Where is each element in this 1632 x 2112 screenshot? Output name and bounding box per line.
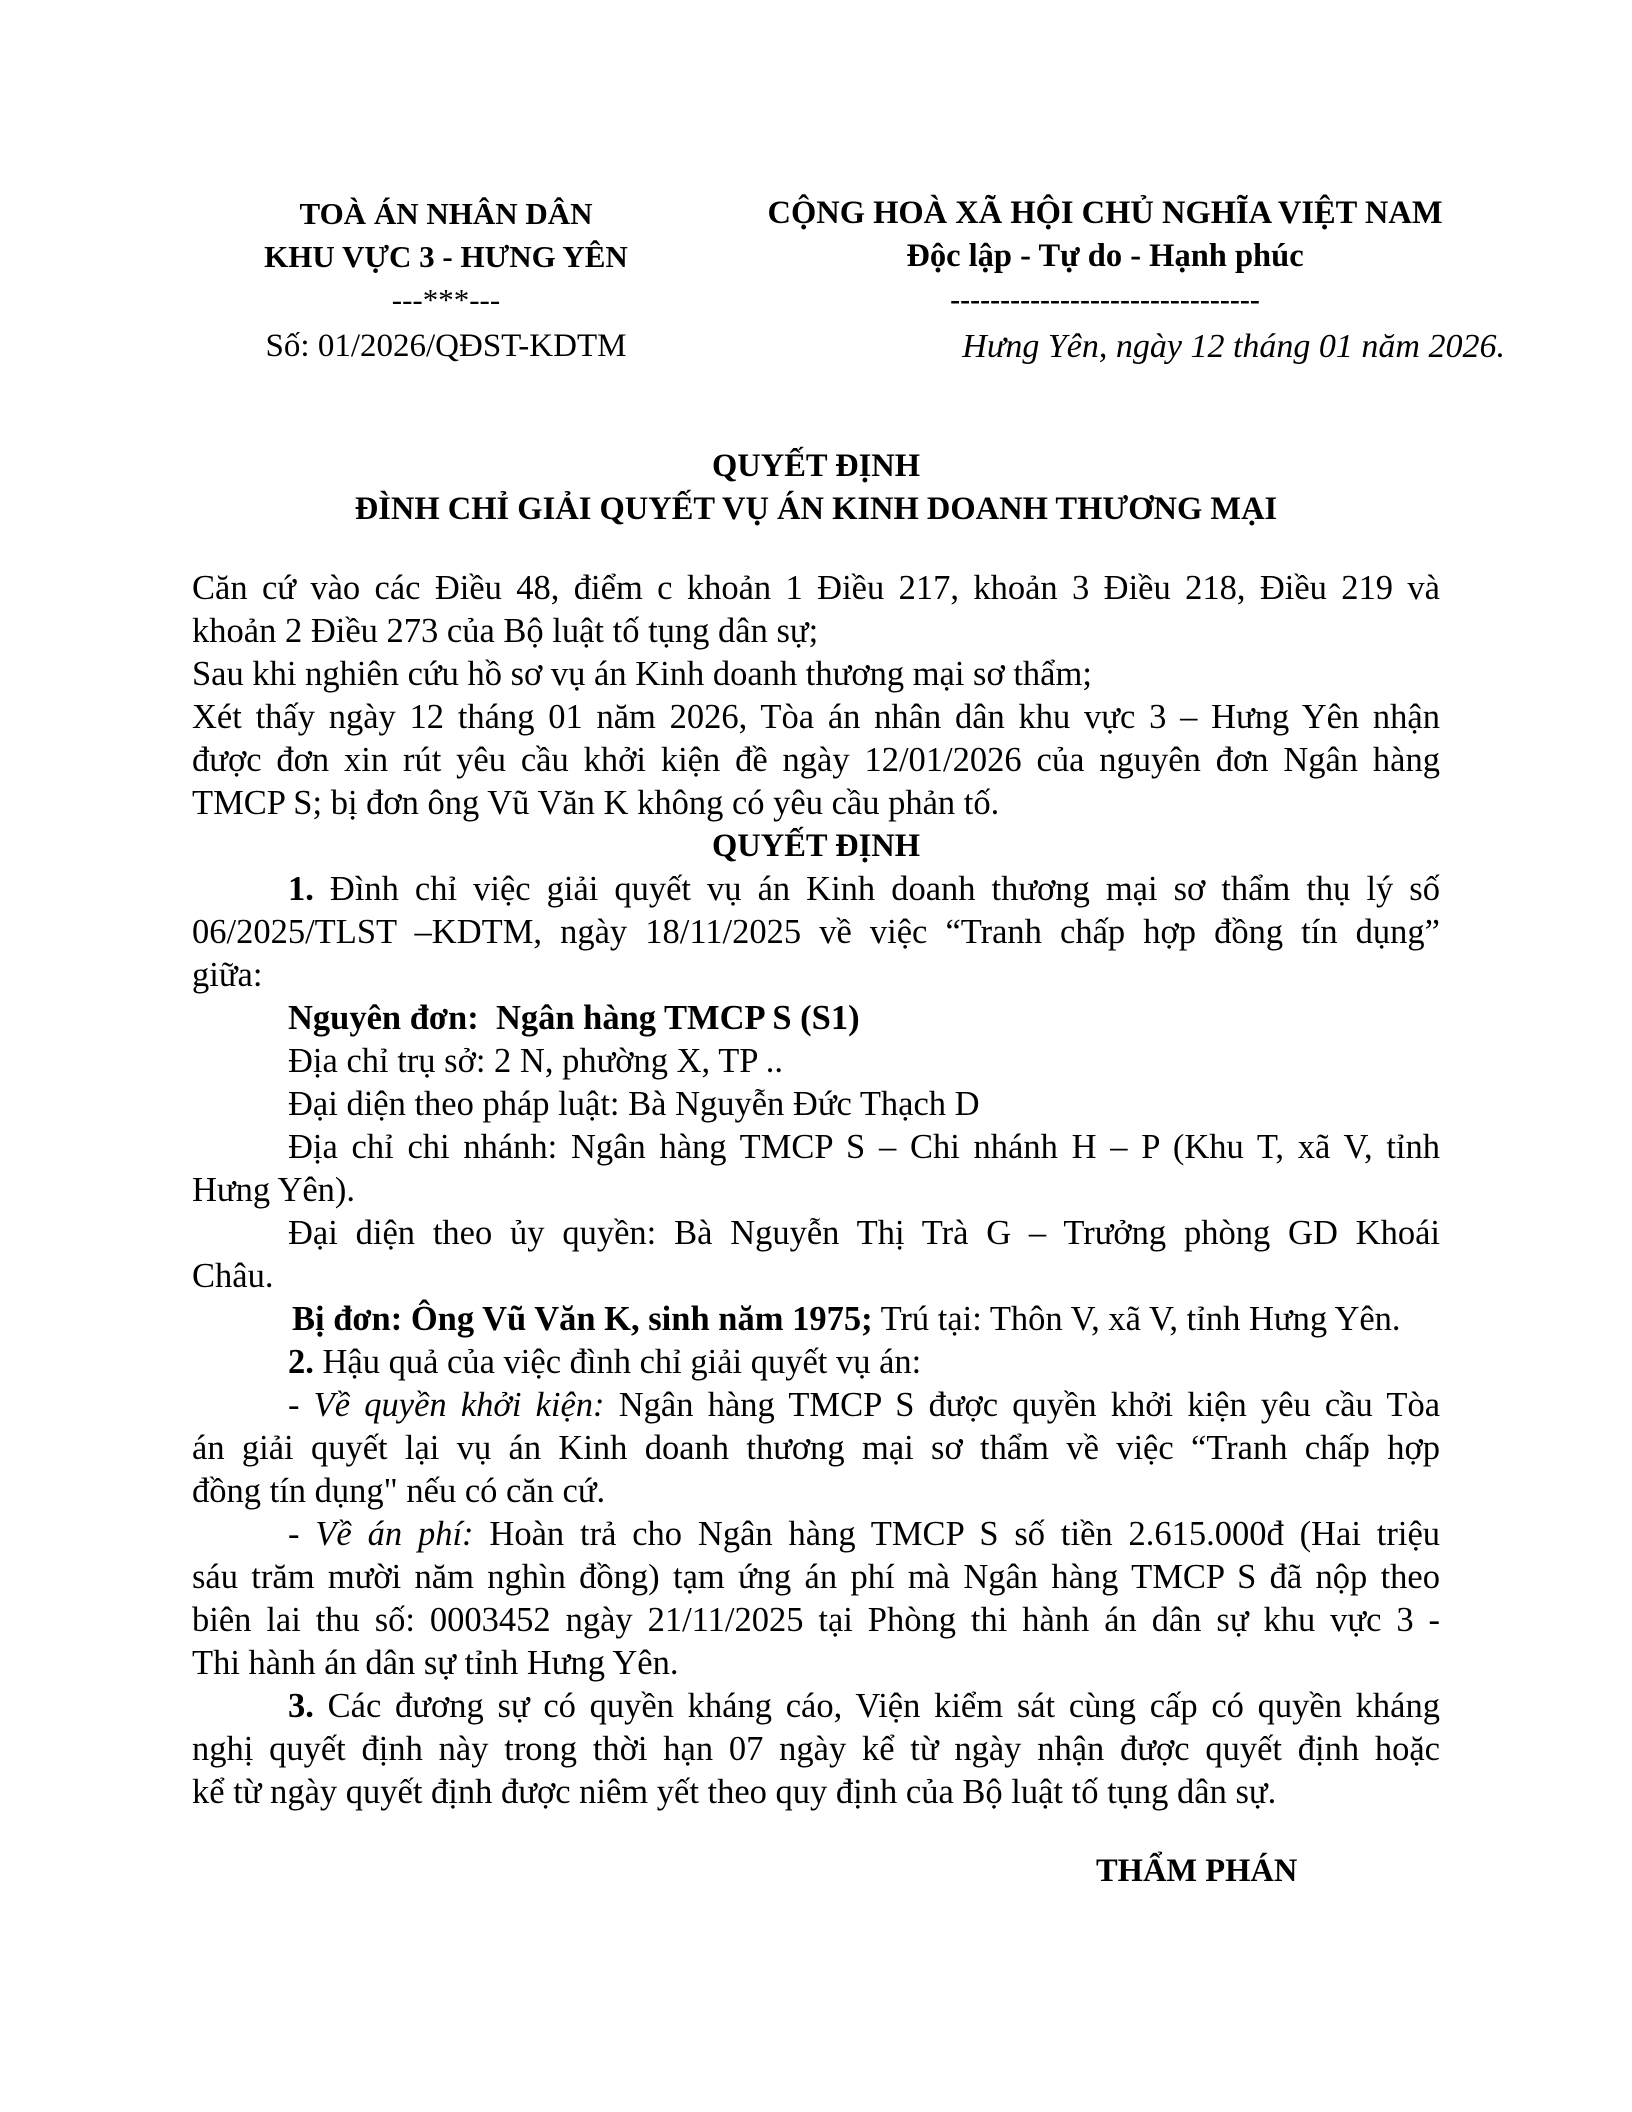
right-to-sue-line: đồng tín dụng" nếu có căn cứ. [192,1472,606,1510]
section2-heading-line [192,1341,1440,1384]
plaintiff-legal-rep: Đại diện theo pháp luật: Bà Nguyễn Đức Thạch D [288,1085,980,1123]
section1-text: Đình chỉ việc giải quyết vụ án Kinh doanh thương mại sơ thẩm thụ lý số [329,870,1440,908]
section2-heading: Hậu quả của việc đình chỉ giải quyết vụ án: [313,1343,922,1381]
right-to-sue-line [192,1384,1440,1427]
section3-text: Các đương sự có quyền kháng cáo, Viện kiểm sát cùng cấp có quyền kháng [327,1687,1440,1725]
court-fee-text: Hoàn trả cho Ngân hàng TMCP S số tiền 2.615.000đ (Hai triệu [489,1515,1440,1553]
document-title [192,445,1440,531]
court-name: TOÀ ÁN NHÂN DÂN [299,196,593,231]
section1-line: 06/2025/TLST –KDTM, ngày 18/11/2025 về việc “Tranh chấp hợp đồng tín dụng” [192,913,1440,951]
plaintiff-branch-line: Địa chỉ chi nhánh: Ngân hàng TMCP S – Chi nhánh H – P (Khu T, xã V, tỉnh [288,1128,1440,1166]
right-to-sue-label: - Về quyền khởi kiện: [288,1386,605,1424]
signature-title: THẨM PHÁN [1096,1853,1298,1889]
decision-heading: QUYẾT ĐỊNH [712,828,920,864]
section3-line [192,1685,1440,1728]
considering-line: TMCP S; bị đơn ông Vũ Văn K không có yêu cầu phản tố. [192,784,1000,822]
defendant-line [192,1298,1440,1341]
section3-line: nghị quyết định này trong thời hạn 07 ngày kể từ ngày nhận được quyết định hoặc [192,1730,1440,1768]
court-fee-label: - Về án phí: [288,1515,474,1553]
section1-number: 1. [288,870,314,908]
right-to-sue-line: án giải quyết lại vụ án Kinh doanh thương mại sơ thẩm về việc “Tranh chấp hợp [192,1429,1440,1467]
section2-number: 2. [288,1343,314,1381]
section1-line: giữa: [192,956,263,994]
title-subject: ĐÌNH CHỈ GIẢI QUYẾT VỤ ÁN KINH DOANH THƯƠNG MẠI [354,491,1278,527]
national-motto: Độc lập - Tự do - Hạnh phúc [906,238,1304,274]
country-name: CỘNG HOÀ XÃ HỘI CHỦ NGHĨA VIỆT NAM [767,195,1443,231]
plaintiff-head-office: Địa chỉ trụ sở: 2 N, phường X, TP .. [288,1042,784,1080]
legal-basis-line: khoản 2 Điều 273 của Bộ luật tố tụng dân sự; [192,612,819,650]
court-fee-line: sáu trăm mười năm nghìn đồng) tạm ứng án phí mà Ngân hàng TMCP S đã nộp theo [192,1558,1440,1596]
defendant-label: Bị đơn: Ông Vũ Văn K, sinh năm 1975; [292,1300,873,1338]
defendant-residence: Trú tại: Thôn V, xã V, tỉnh Hưng Yên. [872,1300,1401,1338]
court-fee-line [192,1513,1440,1556]
court-separator: ---***--- [391,282,501,317]
national-header [705,192,1505,368]
considering-line: được đơn xin rút yêu cầu khởi kiện đề ngày 12/01/2026 của nguyên đơn Ngân hàng [192,741,1440,779]
court-fee-line: Thi hành án dân sự tỉnh Hưng Yên. [192,1644,679,1682]
document-body [192,567,1440,1814]
court-region: KHU VỰC 3 - HƯNG YÊN [264,239,628,274]
legal-basis-line: Căn cứ vào các Điều 48, điểm c khoản 1 Điều 217, khoản 3 Điều 218, Điều 219 và [192,569,1440,607]
motto-separator: ------------------------------- [950,283,1260,316]
section1-line [192,868,1440,911]
plaintiff-authorized-rep-line: Đại diện theo ủy quyền: Bà Nguyễn Thị Trà G – Trưởng phòng GD Khoái [288,1214,1440,1252]
right-to-sue-text: Ngân hàng TMCP S được quyền khởi kiện yêu cầu Tòa [618,1386,1440,1424]
review-statement: Sau khi nghiên cứu hồ sơ vụ án Kinh doanh thương mại sơ thẩm; [192,655,1092,693]
court-header [186,192,706,368]
section3-line: kể từ ngày quyết định được niêm yết theo quy định của Bộ luật tố tụng dân sự. [192,1773,1277,1811]
place-date: Hưng Yên, ngày 12 tháng 01 năm 2026. [962,328,1505,365]
plaintiff-label: Nguyên đơn: Ngân hàng TMCP S (S1) [288,999,860,1037]
document-number: Số: 01/2026/QĐST-KDTM [265,328,627,364]
section3-number: 3. [288,1687,314,1725]
plaintiff-authorized-rep-line: Châu. [192,1257,274,1295]
plaintiff-branch-line: Hưng Yên). [192,1171,356,1209]
court-fee-line: biên lai thu số: 0003452 ngày 21/11/2025 tại Phòng thi hành án dân sự khu vực 3 - [192,1601,1440,1639]
considering-line: Xét thấy ngày 12 tháng 01 năm 2026, Tòa án nhân dân khu vực 3 – Hưng Yên nhận [192,698,1440,736]
title-decision: QUYẾT ĐỊNH [712,448,920,484]
